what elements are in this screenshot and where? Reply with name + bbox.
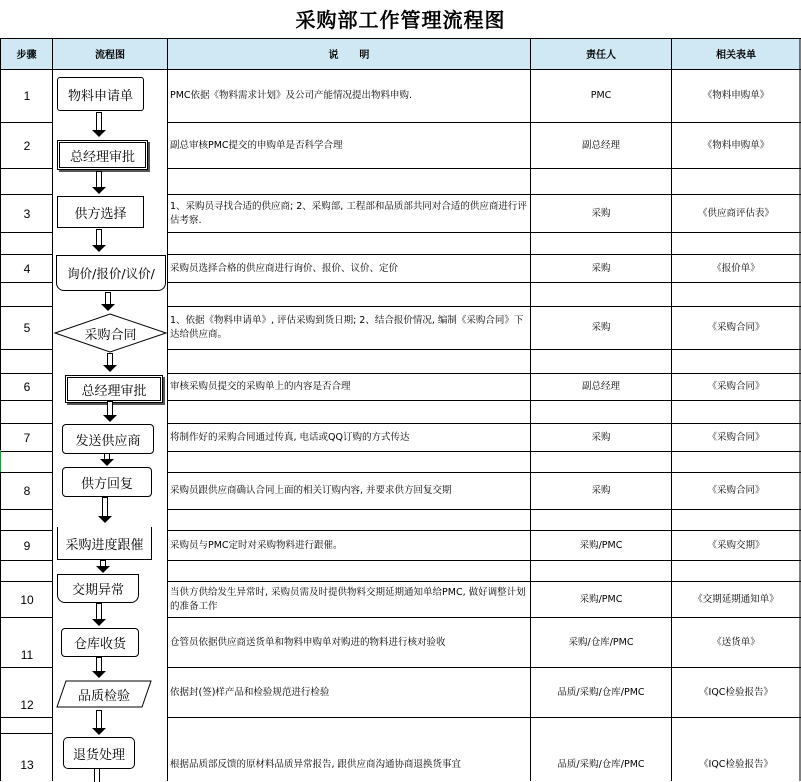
row-description: 审核采购员提交的采购单上的内容是否合理	[170, 381, 351, 392]
row-description: 当供方供给发生异常时, 采购员需及时提供物料交期延期通知单给PMC, 做好调整计划的准备工作	[170, 586, 526, 612]
flow-step-quality-inspection: 品质检验	[77, 688, 130, 704]
row-description: 采购员与PMC定时对采购物料进行跟催。	[170, 539, 343, 551]
row-form: 《采购合同》	[707, 381, 765, 392]
step-number: 5	[23, 321, 31, 335]
row-owner: 采购	[591, 262, 611, 274]
row-form: 《采购交期》	[707, 539, 765, 551]
step-number: 3	[23, 206, 31, 221]
row-form: 《IQC检验报告》	[699, 759, 773, 770]
step-number: 9	[23, 538, 31, 553]
flow-step-send-supplier: 发送供应商	[62, 424, 154, 454]
flow-arrow-down-icon	[94, 768, 100, 781]
row-form: 《供应商评估表》	[697, 207, 774, 219]
header-flow: 流程图	[53, 38, 167, 69]
row-description: 采购员选择合格的供应商进行询价、报价、议价、定价	[170, 262, 399, 274]
row-form: 《采购合同》	[707, 431, 765, 443]
row-owner: 品质/采购/仓库/PMC	[557, 686, 645, 698]
row-form: 《采购合同》	[707, 322, 765, 333]
flow-arrow-down-icon	[104, 453, 110, 466]
row-form: 《交期延期通知单》	[693, 593, 779, 605]
row-description: 仓管员依据供应商送货单和物料申购单对购进的物料进行核对验收	[170, 636, 446, 648]
flow-arrow-down-icon	[105, 292, 111, 312]
row-form: 《物料申购单》	[702, 90, 770, 101]
row-description: 1、采购员寻找合适的供应商; 2、采购部, 工程部和品质部共同对合适的供应商进行评估考察.	[170, 200, 527, 226]
row-owner: 采购	[591, 485, 611, 496]
row-form: 《采购合同》	[707, 485, 765, 496]
flow-arrow-down-icon	[96, 710, 102, 736]
row-owner: PMC	[590, 90, 612, 101]
row-owner: 采购/PMC	[579, 593, 623, 605]
step-number: 12	[20, 698, 34, 712]
step-number: 10	[20, 592, 34, 607]
flow-step-inquiry-quote: 询价/报价/议价/	[56, 255, 166, 291]
row-owner: 采购/PMC	[579, 539, 623, 551]
flow-step-gm-approval: 总经理审批	[57, 140, 148, 170]
flow-arrow-down-icon	[96, 112, 102, 138]
row-owner: 品质/采购/仓库/PMC	[557, 759, 645, 770]
flow-step-gm-approval-2: 总经理审批	[65, 375, 163, 403]
step-number: 8	[23, 484, 31, 498]
flow-arrow-down-icon	[96, 171, 102, 195]
row-description: 副总审核PMC提交的申购单是否科学合理	[170, 139, 343, 151]
step-number: 11	[20, 648, 34, 662]
row-owner: 副总经理	[581, 139, 620, 151]
page-title: 采购部工作管理流程图	[295, 8, 506, 32]
row-description: 采购员跟供应商确认合同上面的相关订购内容, 并要求供方回复交期	[170, 485, 452, 496]
header-owner: 责任人	[531, 38, 671, 69]
step-number: 6	[23, 380, 31, 394]
flow-arrow-down-icon	[102, 497, 108, 524]
flow-arrow-down-icon	[96, 229, 102, 253]
row-form: 《IQC检验报告》	[699, 686, 773, 698]
header-description: 说 明	[168, 38, 530, 69]
flow-arrow-down-icon	[100, 560, 106, 573]
step-number: 13	[20, 758, 34, 772]
flow-step-supplier-selection: 供方选择	[57, 196, 144, 228]
row-description: 1、依据《物料申请单》, 评估采购到货日期; 2、结合报价情况, 编制《采购合同》下达给供应商。	[170, 315, 524, 340]
flow-step-material-request: 物料申请单	[57, 77, 144, 111]
row-owner: 采购	[591, 322, 611, 333]
flow-step-warehouse-receipt: 仓库收货	[61, 628, 139, 657]
flow-arrow-down-icon	[96, 603, 102, 627]
flow-step-return-process: 退货处理	[63, 737, 135, 769]
step-number: 4	[23, 261, 31, 276]
flow-arrow-down-icon	[107, 353, 113, 373]
row-description: 将制作好的采购合同通过传真, 电话或QQ订购的方式传达	[170, 431, 410, 443]
flow-step-expedite: 采购进度跟催	[57, 527, 152, 560]
row-owner: 采购	[591, 207, 611, 219]
row-owner: 采购/仓库/PMC	[568, 636, 634, 648]
flow-arrow-down-icon	[96, 657, 102, 679]
flow-step-purchase-contract: 采购合同	[84, 327, 137, 343]
row-form: 《报价单》	[712, 262, 760, 274]
row-form: 《物料申购单》	[702, 139, 770, 151]
flow-arrow-down-icon	[107, 401, 113, 423]
row-description: PMC依据《物料需求计划》及公司产能情况提出物料申购.	[170, 90, 413, 101]
step-number: 2	[23, 138, 31, 153]
step-number: 7	[23, 430, 31, 445]
step-number: 1	[23, 89, 31, 103]
flow-step-supplier-reply: 供方回复	[62, 467, 152, 497]
header-forms: 相关表单	[672, 38, 800, 69]
row-owner: 采购	[591, 431, 611, 443]
row-owner: 副总经理	[581, 381, 620, 392]
header-step: 步骤	[1, 38, 52, 69]
row-description: 依据封(签)样产品和检验规范进行检验	[170, 686, 330, 698]
row-form: 《送货单》	[712, 636, 760, 648]
row-description: 根据品质部反馈的原材料品质异常报告, 跟供应商沟通协商退换货事宜	[170, 759, 462, 770]
flow-step-delivery-exception: 交期异常	[57, 574, 139, 603]
